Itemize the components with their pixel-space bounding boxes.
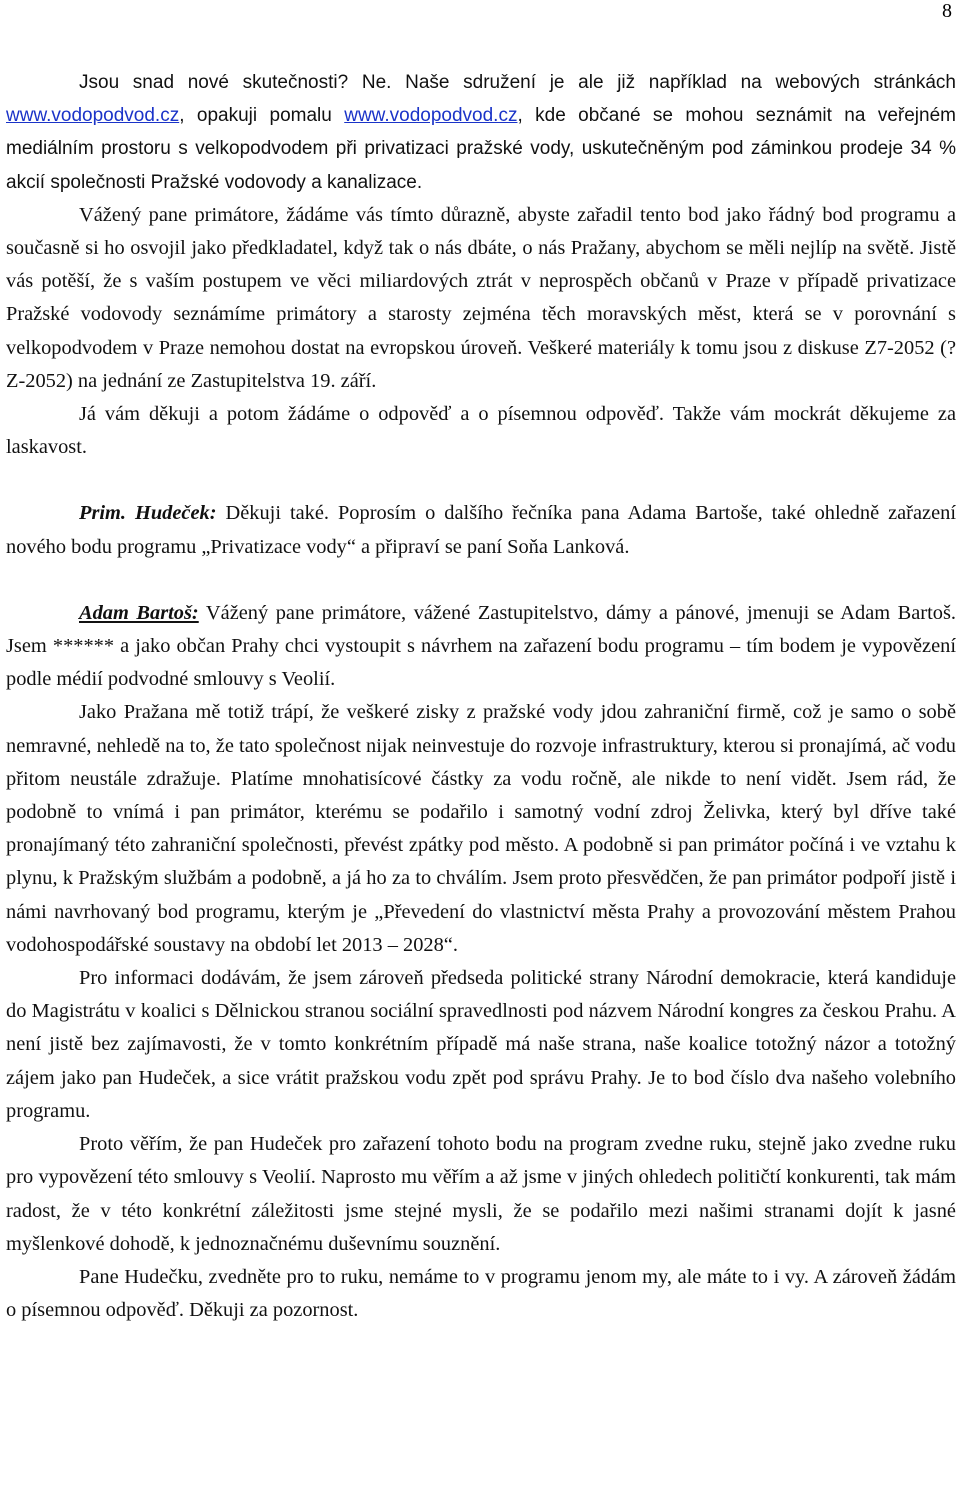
paragraph-websites — [6, 66, 956, 199]
paragraph-bartos-closing: Pane Hudečku, zvedněte pro to ruku, nemáme to v programu jenom my, ale máte to i vy. A zároveň žádám o písemnou odpověď. Děkuji za pozornost. — [6, 1265, 956, 1322]
paragraph-text: , kde občané se mohou seznámit na veřejném mediálním prostoru s velkopodvodem při privatizaci pražské vody, uskutečněným pod záminkou prodeje 34 % akcií společnosti Pražské vodovody a kanalizace. — [6, 105, 956, 193]
paragraph-text: , opakuji pomalu — [179, 105, 345, 127]
paragraph-request: Vážený pane primátore, žádáme vás tímto důrazně, abyste zařadil tento bod jako řádný bod programu a současně si ho osvojil jako předkladatel, když tak o nás dbáte, o nás Pražany, abychom se měli nejlíp na světě. Jistě vás potěší, že s vaším postupem ve věci miliardových ztrát v neprospěch občanů v Praze v případě privatizace Pražské vodovody seznámíme primátory a starosty zejména těch moravských měst, která se v porovnání s velkopodvodem v Praze nemohou dostat na evropskou úroveň. Veškeré materiály k tomu jsou z diskuse Z7-2052 (?Z-2052) na jednání ze Zastupitelstva 19. září. — [6, 203, 956, 392]
speech-text: Děkuji také. Poprosím o dalšího řečníka pana Adama Bartoše, také ohledně zařazení nového bodu programu „Privatizace vody“ a připraví se paní Soňa Lanková. — [6, 502, 956, 558]
document-body — [6, 66, 956, 1327]
paragraph-bartos-party: Pro informaci dodávám, že jsem zároveň předseda politické strany Národní demokracie, která kandiduje do Magistrátu v koalici s Dělnickou stranou sociální spravedlnosti pod názvem Národní kongres za českou Prahu. A není jistě bez zajímavosti, že v tomto konkrétním případě má naše strana, naše koalice totožný názor a totožný zájem jako pan Hudeček, a sice vrátit pražskou vodu zpět pod správu Prahy. Je to bod číslo dva našeho volebního programu. — [6, 967, 956, 1122]
speaker-name: Adam Bartoš: — [79, 601, 199, 624]
paragraph-bartos-water: Jako Pražana mě totiž trápí, že veškeré zisky z pražské vody jdou zahraniční firmě, což je samo o sobě nemravné, nehledě na to, že tato společnost nijak neinvestuje do rozvoje infrastruktury, kterou si pronajímá, ač vodu přitom neustále zdražuje. Platíme mnohatisícové částky za vodu ročně, ale nikde to není vidět. Jsem rád, že podobně to vnímá i pan primátor, kterému se podařilo i samotný vodní zdroj Želivka, který byl dříve také pronajímaný této zahraniční společnosti, převést zpátky pod město. A podobně si pan primátor počíná i ve vztahu k plynu, k Pražským službám a podobně, a já ho za to chválím. Jsem proto přesvědčen, že pan primátor podpoří jistě i námi navrhovaný bod programu, kterým je „Převedení do vlastnictví města Prahy a provozování městem Prahou vodohospodářské soustavy na období let 2013 – 2028“. — [6, 701, 956, 956]
speaker-name: Prim. Hudeček: — [79, 502, 217, 525]
paragraph-hudecek — [6, 497, 956, 563]
paragraph-text: Jsou snad nové skutečnosti? Ne. Naše sdružení je ale již například na webových stránkách — [79, 72, 956, 93]
website-link[interactable]: www.vodopodvod.cz — [6, 105, 180, 127]
page-number: 8 — [942, 0, 952, 22]
speech-text: Vážený pane primátore, vážené Zastupitelstvo, dámy a pánové, jmenuji se Adam Bartoš. Jsem ****** a jako občan Prahy chci vystoupit s návrhem na zařazení bodu programu – tím bodem je vypovězení podle médií podvodné smlouvy s Veolií. — [6, 601, 956, 691]
website-link[interactable]: www.vodopodvod.cz — [344, 105, 518, 127]
paragraph-bartos-belief: Proto věřím, že pan Hudeček pro zařazení tohoto bodu na program zvedne ruku, stejně jako zvedne ruku pro vypovězení této smlouvy s Veolií. Naprosto mu věřím a až jsme v jiných ohledech političtí konkurenti, tak mám radost, že v této konkrétní záležitosti jsme stejné mysli, že se podařilo mezi našimi stranami dojít k jasné myšlenkové dohodě, k jednoznačnému duševnímu souznění. — [6, 1133, 956, 1255]
paragraph-bartos-intro — [6, 597, 956, 697]
paragraph-thanks: Já vám děkuji a potom žádáme o odpověď a o písemnou odpověď. Takže vám mockrát děkujeme za laskavost. — [6, 403, 956, 459]
